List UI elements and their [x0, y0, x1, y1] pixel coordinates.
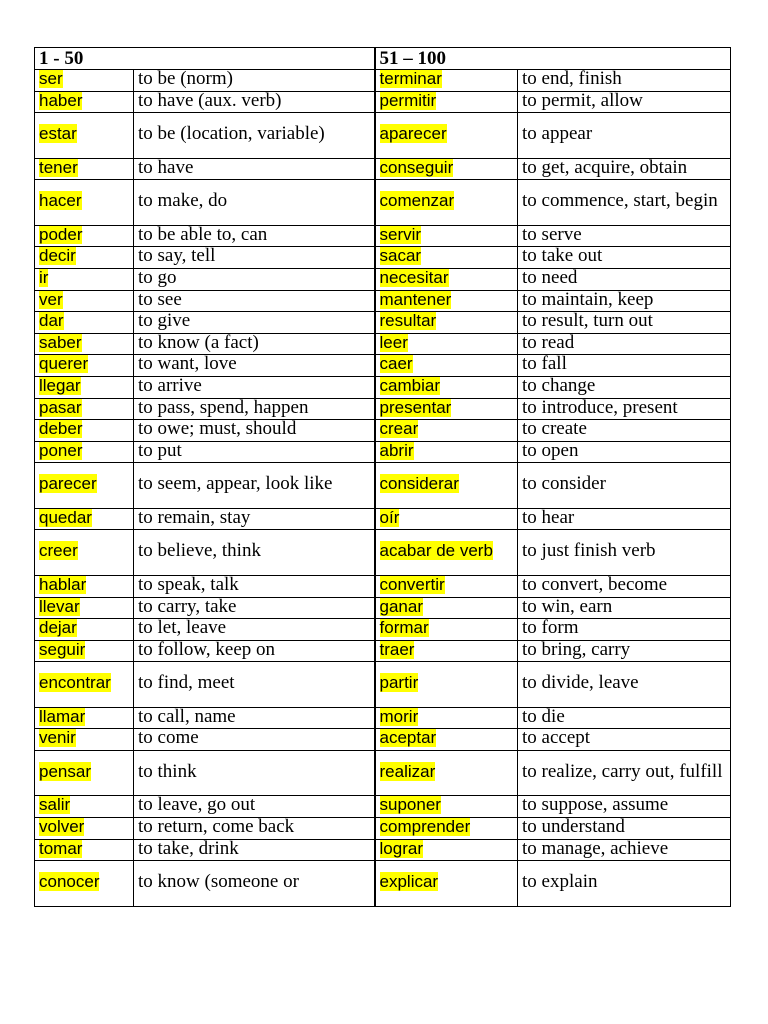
spanish-verb: suponer [379, 795, 441, 815]
table-row [35, 333, 731, 355]
english-meaning-cell [134, 420, 375, 442]
spanish-verb-cell [35, 839, 134, 861]
table-row [35, 597, 731, 619]
spanish-verb-cell [35, 597, 134, 619]
english-meaning-cell [518, 508, 731, 530]
spanish-verb: explicar [379, 872, 439, 892]
spanish-verb: realizar [379, 761, 436, 781]
english-meaning: to have [138, 158, 194, 178]
spanish-verb-cell [375, 268, 518, 290]
table-row [35, 113, 731, 159]
spanish-verb-cell [375, 70, 518, 92]
english-meaning: to say, tell [138, 246, 216, 267]
spanish-verb: llevar [39, 597, 80, 616]
english-meaning-cell [134, 91, 375, 113]
english-meaning-cell [518, 729, 731, 751]
spanish-verb-cell [375, 441, 518, 463]
spanish-verb-cell [35, 619, 134, 641]
spanish-verb-cell [35, 91, 134, 113]
spanish-verb: tomar [39, 839, 83, 858]
spanish-verb: tener [39, 158, 78, 177]
english-meaning: to explain [522, 871, 598, 893]
english-meaning: to maintain, keep [522, 290, 654, 310]
vocabulary-table [34, 47, 731, 907]
english-meaning-cell [134, 376, 375, 398]
spanish-verb-cell [35, 312, 134, 334]
table-row [35, 839, 731, 861]
spanish-verb: traer [379, 640, 415, 659]
spanish-verb-cell [35, 376, 134, 398]
spanish-verb-cell [375, 290, 518, 312]
english-meaning-cell [134, 268, 375, 290]
english-meaning-cell [518, 441, 731, 463]
english-meaning: to believe, think [138, 540, 261, 562]
header-row [35, 48, 731, 70]
table-row [35, 290, 731, 312]
english-meaning-cell [134, 333, 375, 355]
english-meaning-cell [518, 333, 731, 355]
spanish-verb: comenzar [379, 191, 455, 211]
spanish-verb-cell [35, 707, 134, 729]
spanish-verb: leer [379, 333, 408, 352]
english-meaning-cell [518, 113, 731, 159]
spanish-verb-cell [35, 247, 134, 269]
english-meaning: to come [138, 728, 199, 749]
english-meaning-cell [518, 180, 731, 226]
table-row [35, 268, 731, 290]
spanish-verb-cell [375, 640, 518, 662]
spanish-verb: venir [39, 728, 76, 748]
spanish-verb: permitir [379, 91, 437, 110]
spanish-verb: caer [379, 354, 413, 374]
spanish-verb: sacar [379, 246, 422, 266]
spanish-verb: mantener [379, 290, 452, 309]
english-meaning: to go [138, 268, 177, 288]
table-row [35, 619, 731, 641]
english-meaning-cell [518, 818, 731, 840]
table-row [35, 463, 731, 509]
spanish-verb: poner [39, 441, 83, 460]
english-meaning: to just finish verb [522, 540, 656, 562]
english-meaning-cell [134, 839, 375, 861]
english-meaning-cell [134, 508, 375, 530]
spanish-verb-cell [375, 750, 518, 796]
english-meaning-cell [518, 662, 731, 708]
spanish-verb: creer [39, 541, 78, 561]
english-meaning: to find, meet [138, 672, 235, 694]
english-meaning: to know (a fact) [138, 333, 259, 353]
spanish-verb: poder [39, 225, 83, 244]
spanish-verb-cell [375, 333, 518, 355]
table-row [35, 796, 731, 818]
spanish-verb: seguir [39, 640, 86, 659]
english-meaning-cell [134, 861, 375, 907]
table-row [35, 530, 731, 576]
english-meaning-cell [134, 707, 375, 729]
spanish-verb-cell [375, 530, 518, 576]
spanish-verb: abrir [379, 441, 414, 460]
spanish-verb-cell [35, 180, 134, 226]
table-row [35, 70, 731, 92]
spanish-verb-cell [35, 398, 134, 420]
english-meaning-cell [518, 158, 731, 180]
english-meaning: to result, turn out [522, 311, 653, 332]
spanish-verb: encontrar [39, 673, 111, 693]
english-meaning: to accept [522, 728, 591, 749]
spanish-verb: dejar [39, 618, 77, 638]
english-meaning-cell [134, 225, 375, 247]
spanish-verb-cell [375, 398, 518, 420]
spanish-verb-cell [375, 575, 518, 597]
spanish-verb: querer [39, 354, 89, 374]
spanish-verb: resultar [379, 311, 437, 331]
spanish-verb-cell [35, 796, 134, 818]
spanish-verb: ser [39, 69, 63, 88]
spanish-verb: hablar [39, 575, 87, 594]
english-meaning-cell [518, 225, 731, 247]
english-meaning: to remain, stay [138, 508, 251, 528]
english-meaning: to convert, become [522, 575, 668, 595]
table-row [35, 180, 731, 226]
spanish-verb-cell [35, 70, 134, 92]
spanish-verb-cell [35, 268, 134, 290]
spanish-verb: dar [39, 311, 64, 331]
english-meaning-cell [134, 818, 375, 840]
english-meaning: to commence, start, begin [522, 190, 718, 212]
table-row [35, 662, 731, 708]
spanish-verb-cell [375, 707, 518, 729]
english-meaning-cell [518, 861, 731, 907]
spanish-verb-cell [35, 333, 134, 355]
english-meaning: to divide, leave [522, 672, 639, 694]
english-meaning: to appear [522, 123, 593, 145]
english-meaning: to owe; must, should [138, 419, 297, 440]
english-meaning: to understand [522, 817, 625, 838]
spanish-verb-cell [375, 113, 518, 159]
spanish-verb-cell [375, 597, 518, 619]
english-meaning: to pass, spend, happen [138, 398, 309, 418]
spanish-verb: pasar [39, 398, 82, 417]
spanish-verb: estar [39, 124, 77, 144]
spanish-verb-cell [375, 861, 518, 907]
english-meaning: to win, earn [522, 597, 613, 617]
english-meaning: to be (norm) [138, 69, 233, 89]
english-meaning: to arrive [138, 376, 202, 396]
english-meaning: to be able to, can [138, 225, 268, 245]
header-right: 51 – 100 [375, 48, 731, 70]
english-meaning: to think [138, 760, 197, 782]
spanish-verb-cell [375, 247, 518, 269]
english-meaning-cell [134, 750, 375, 796]
table-row [35, 707, 731, 729]
spanish-verb: decir [39, 246, 76, 266]
table-row [35, 420, 731, 442]
english-meaning-cell [134, 640, 375, 662]
spanish-verb: formar [379, 618, 429, 638]
header-left: 1 - 50 [35, 48, 375, 70]
spanish-verb: quedar [39, 508, 92, 527]
english-meaning-cell [518, 597, 731, 619]
spanish-verb-cell [35, 575, 134, 597]
spanish-verb-cell [375, 158, 518, 180]
english-meaning: to die [522, 707, 565, 727]
english-meaning: to speak, talk [138, 575, 239, 595]
spanish-verb-cell [35, 441, 134, 463]
english-meaning: to need [522, 268, 578, 288]
spanish-verb-cell [375, 508, 518, 530]
spanish-verb-cell [35, 158, 134, 180]
spanish-verb-cell [375, 796, 518, 818]
spanish-verb: pensar [39, 761, 91, 781]
english-meaning-cell [518, 70, 731, 92]
english-meaning-cell [518, 355, 731, 377]
table-row [35, 640, 731, 662]
english-meaning-cell [518, 750, 731, 796]
english-meaning: to suppose, assume [522, 795, 669, 816]
spanish-verb-cell [35, 750, 134, 796]
table-row [35, 441, 731, 463]
table-row [35, 91, 731, 113]
table-row [35, 312, 731, 334]
spanish-verb: parecer [39, 474, 97, 494]
spanish-verb-cell [35, 508, 134, 530]
english-meaning: to be (location, variable) [138, 123, 325, 145]
spanish-verb-cell [375, 180, 518, 226]
spanish-verb: hacer [39, 191, 82, 211]
spanish-verb: crear [379, 419, 419, 439]
spanish-verb-cell [375, 619, 518, 641]
spanish-verb-cell [35, 225, 134, 247]
spanish-verb-cell [35, 420, 134, 442]
english-meaning: to want, love [138, 354, 237, 375]
spanish-verb: morir [379, 707, 419, 726]
english-meaning: to form [522, 618, 579, 639]
spanish-verb-cell [375, 376, 518, 398]
english-meaning-cell [518, 290, 731, 312]
english-meaning-cell [518, 619, 731, 641]
spanish-verb: deber [39, 419, 83, 439]
english-meaning: to manage, achieve [522, 839, 669, 859]
english-meaning: to seem, appear, look like [138, 473, 333, 495]
english-meaning-cell [134, 463, 375, 509]
table-row [35, 225, 731, 247]
table-row [35, 729, 731, 751]
english-meaning-cell [518, 839, 731, 861]
english-meaning: to get, acquire, obtain [522, 158, 688, 178]
table-row [35, 376, 731, 398]
spanish-verb: aparecer [379, 124, 447, 144]
english-meaning-cell [134, 796, 375, 818]
english-meaning-cell [134, 662, 375, 708]
spanish-verb-cell [375, 312, 518, 334]
table-row [35, 158, 731, 180]
spanish-verb: llegar [39, 376, 81, 395]
english-meaning-cell [518, 398, 731, 420]
spanish-verb-cell [35, 463, 134, 509]
english-meaning: to read [522, 333, 575, 353]
table-row [35, 247, 731, 269]
english-meaning-cell [134, 575, 375, 597]
english-meaning: to return, come back [138, 817, 295, 838]
english-meaning: to change [522, 376, 596, 396]
vocabulary-table-body [35, 48, 731, 907]
spanish-verb-cell [375, 839, 518, 861]
spanish-verb: saber [39, 333, 82, 352]
english-meaning: to create [522, 419, 587, 440]
spanish-verb: aceptar [379, 728, 437, 748]
english-meaning: to permit, allow [522, 91, 643, 111]
spanish-verb: oír [379, 508, 400, 527]
english-meaning: to let, leave [138, 618, 227, 639]
english-meaning-cell [134, 619, 375, 641]
table-row [35, 861, 731, 907]
spanish-verb-cell [35, 355, 134, 377]
table-row [35, 398, 731, 420]
english-meaning: to leave, go out [138, 795, 256, 816]
table-row [35, 508, 731, 530]
spanish-verb: conocer [39, 872, 100, 892]
english-meaning-cell [518, 530, 731, 576]
spanish-verb: comprender [379, 817, 471, 837]
english-meaning-cell [134, 441, 375, 463]
spanish-verb: convertir [379, 575, 445, 594]
spanish-verb: considerar [379, 474, 459, 494]
english-meaning: to serve [522, 225, 582, 245]
english-meaning: to end, finish [522, 69, 622, 89]
english-meaning-cell [518, 707, 731, 729]
english-meaning-cell [518, 312, 731, 334]
spanish-verb-cell [35, 530, 134, 576]
spanish-verb: terminar [379, 69, 442, 88]
english-meaning-cell [134, 180, 375, 226]
spanish-verb: volver [39, 817, 85, 837]
spanish-verb: necesitar [379, 268, 449, 287]
spanish-verb: lograr [379, 839, 423, 858]
table-row [35, 818, 731, 840]
english-meaning-cell [518, 376, 731, 398]
english-meaning: to bring, carry [522, 640, 631, 660]
spanish-verb-cell [375, 662, 518, 708]
english-meaning: to introduce, present [522, 398, 678, 418]
spanish-verb-cell [35, 290, 134, 312]
english-meaning-cell [134, 158, 375, 180]
english-meaning-cell [518, 796, 731, 818]
english-meaning-cell [134, 355, 375, 377]
spanish-verb: partir [379, 673, 419, 693]
spanish-verb: ver [39, 290, 63, 309]
english-meaning: to carry, take [138, 597, 237, 617]
english-meaning-cell [518, 463, 731, 509]
english-meaning: to have (aux. verb) [138, 91, 282, 111]
english-meaning-cell [518, 640, 731, 662]
english-meaning-cell [134, 247, 375, 269]
spanish-verb: presentar [379, 398, 452, 417]
spanish-verb-cell [35, 640, 134, 662]
spanish-verb-cell [35, 113, 134, 159]
english-meaning: to know (someone or [138, 871, 299, 893]
english-meaning-cell [518, 247, 731, 269]
spanish-verb-cell [35, 662, 134, 708]
spanish-verb-cell [375, 463, 518, 509]
table-row [35, 355, 731, 377]
english-meaning: to open [522, 441, 579, 461]
english-meaning: to follow, keep on [138, 640, 276, 660]
spanish-verb: ir [39, 268, 49, 287]
english-meaning: to take, drink [138, 839, 239, 859]
english-meaning-cell [518, 268, 731, 290]
spanish-verb: salir [39, 795, 71, 815]
english-meaning-cell [134, 290, 375, 312]
table-row [35, 750, 731, 796]
spanish-verb-cell [35, 861, 134, 907]
spanish-verb-cell [375, 420, 518, 442]
english-meaning-cell [518, 420, 731, 442]
english-meaning: to see [138, 290, 182, 310]
english-meaning-cell [134, 597, 375, 619]
spanish-verb-cell [35, 729, 134, 751]
english-meaning-cell [134, 70, 375, 92]
english-meaning-cell [134, 729, 375, 751]
english-meaning-cell [134, 113, 375, 159]
english-meaning: to hear [522, 508, 575, 528]
english-meaning: to realize, carry out, fulfill [522, 760, 723, 782]
english-meaning-cell [518, 91, 731, 113]
spanish-verb: haber [39, 91, 83, 110]
spanish-verb: conseguir [379, 158, 454, 177]
spanish-verb-cell [375, 729, 518, 751]
spanish-verb-cell [375, 91, 518, 113]
english-meaning-cell [134, 530, 375, 576]
english-meaning: to give [138, 311, 191, 332]
english-meaning: to consider [522, 473, 606, 495]
english-meaning-cell [134, 398, 375, 420]
spanish-verb: ganar [379, 597, 423, 616]
english-meaning: to make, do [138, 190, 228, 212]
spanish-verb: llamar [39, 707, 86, 726]
english-meaning: to fall [522, 354, 567, 375]
english-meaning: to put [138, 441, 182, 461]
english-meaning: to call, name [138, 707, 236, 727]
spanish-verb-cell [375, 355, 518, 377]
spanish-verb: cambiar [379, 376, 440, 395]
spanish-verb-cell [375, 818, 518, 840]
english-meaning: to take out [522, 246, 603, 267]
english-meaning-cell [134, 312, 375, 334]
spanish-verb-cell [375, 225, 518, 247]
spanish-verb: acabar de verb [379, 541, 493, 561]
table-row [35, 575, 731, 597]
spanish-verb: servir [379, 225, 422, 244]
english-meaning-cell [518, 575, 731, 597]
spanish-verb-cell [35, 818, 134, 840]
